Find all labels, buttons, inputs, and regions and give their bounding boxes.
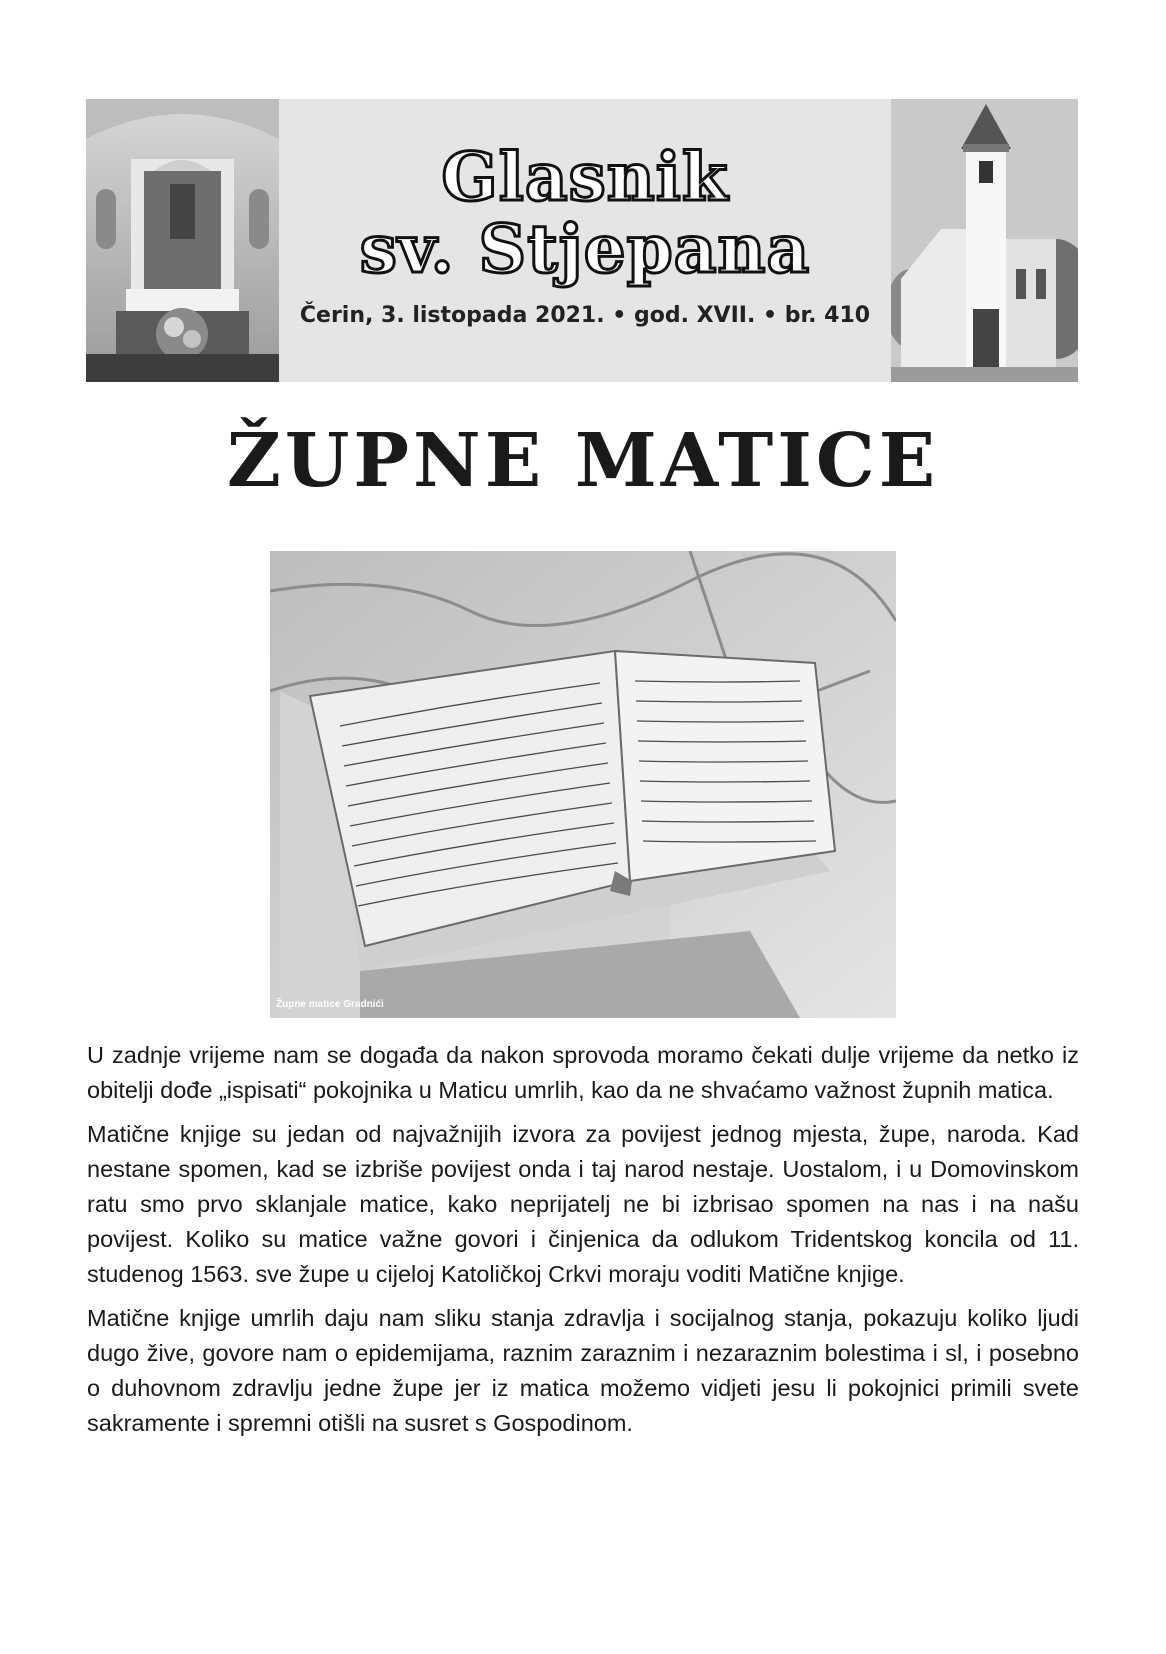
article-title: ŽUPNE MATICE [226,418,940,504]
masthead-title-panel [279,99,891,382]
article-paragraph-3: Matične knjige umrlih daju nam sliku stanja zdravlja i socijalnog stanja, pokazuju koliko ljudi dugo žive, govore nam o epidemijama, raznim zaraznim i nezaraznim bolestima i sl, i posebno o duhovnom zdravlju jedne župe jer iz matica možemo vidjeti jesu li pokojnici primili svete sakramente i spremni otišli na susret s Gospodinom. [87,1305,1079,1436]
church-interior-photo [86,99,279,382]
issue-info: Čerin, 3. listopada 2021. • god. XVII. • br. 410 [299,303,871,328]
article-body [87,1038,1079,1450]
article-paragraph-1: U zadnje vrijeme nam se događa da nakon sprovoda moramo čekati dulje vrijeme da netko iz obitelji dođe „ispisati“ pokojnika u Maticu umrlih, kao da ne shvaćamo važnost župnih matica. [87,1042,1079,1103]
photo-caption: Župne matice Gradnići [276,999,384,1010]
open-book-image [270,551,896,1018]
church-exterior-photo [891,99,1078,382]
newsletter-title-line1: Glasnik [441,138,729,216]
masthead [86,99,1078,382]
church-tower-image [891,99,1078,382]
parish-registers-photo [270,551,896,1018]
altar-image [86,99,279,382]
article-paragraph-2: Matične knjige su jedan od najvažnijih izvora za povijest jednog mjesta, župe, naroda. Kad nestane spomen, kad se izbriše povijest onda i taj narod nestaje. Uostalom, i u Domovinskom ratu smo prvo sklanjale matice, kako neprijatelj ne bi izbrisao spomen na nas i na našu povijest. Koliko su matice važne govori i činjenica da odlukom Tridentskog koncila od 11. studenog 1563. sve župe u cijeloj Katoličkoj Crkvi moraju voditi Matične knjige. [87,1121,1079,1287]
newsletter-title-line2: sv. Stjepana [359,210,811,288]
